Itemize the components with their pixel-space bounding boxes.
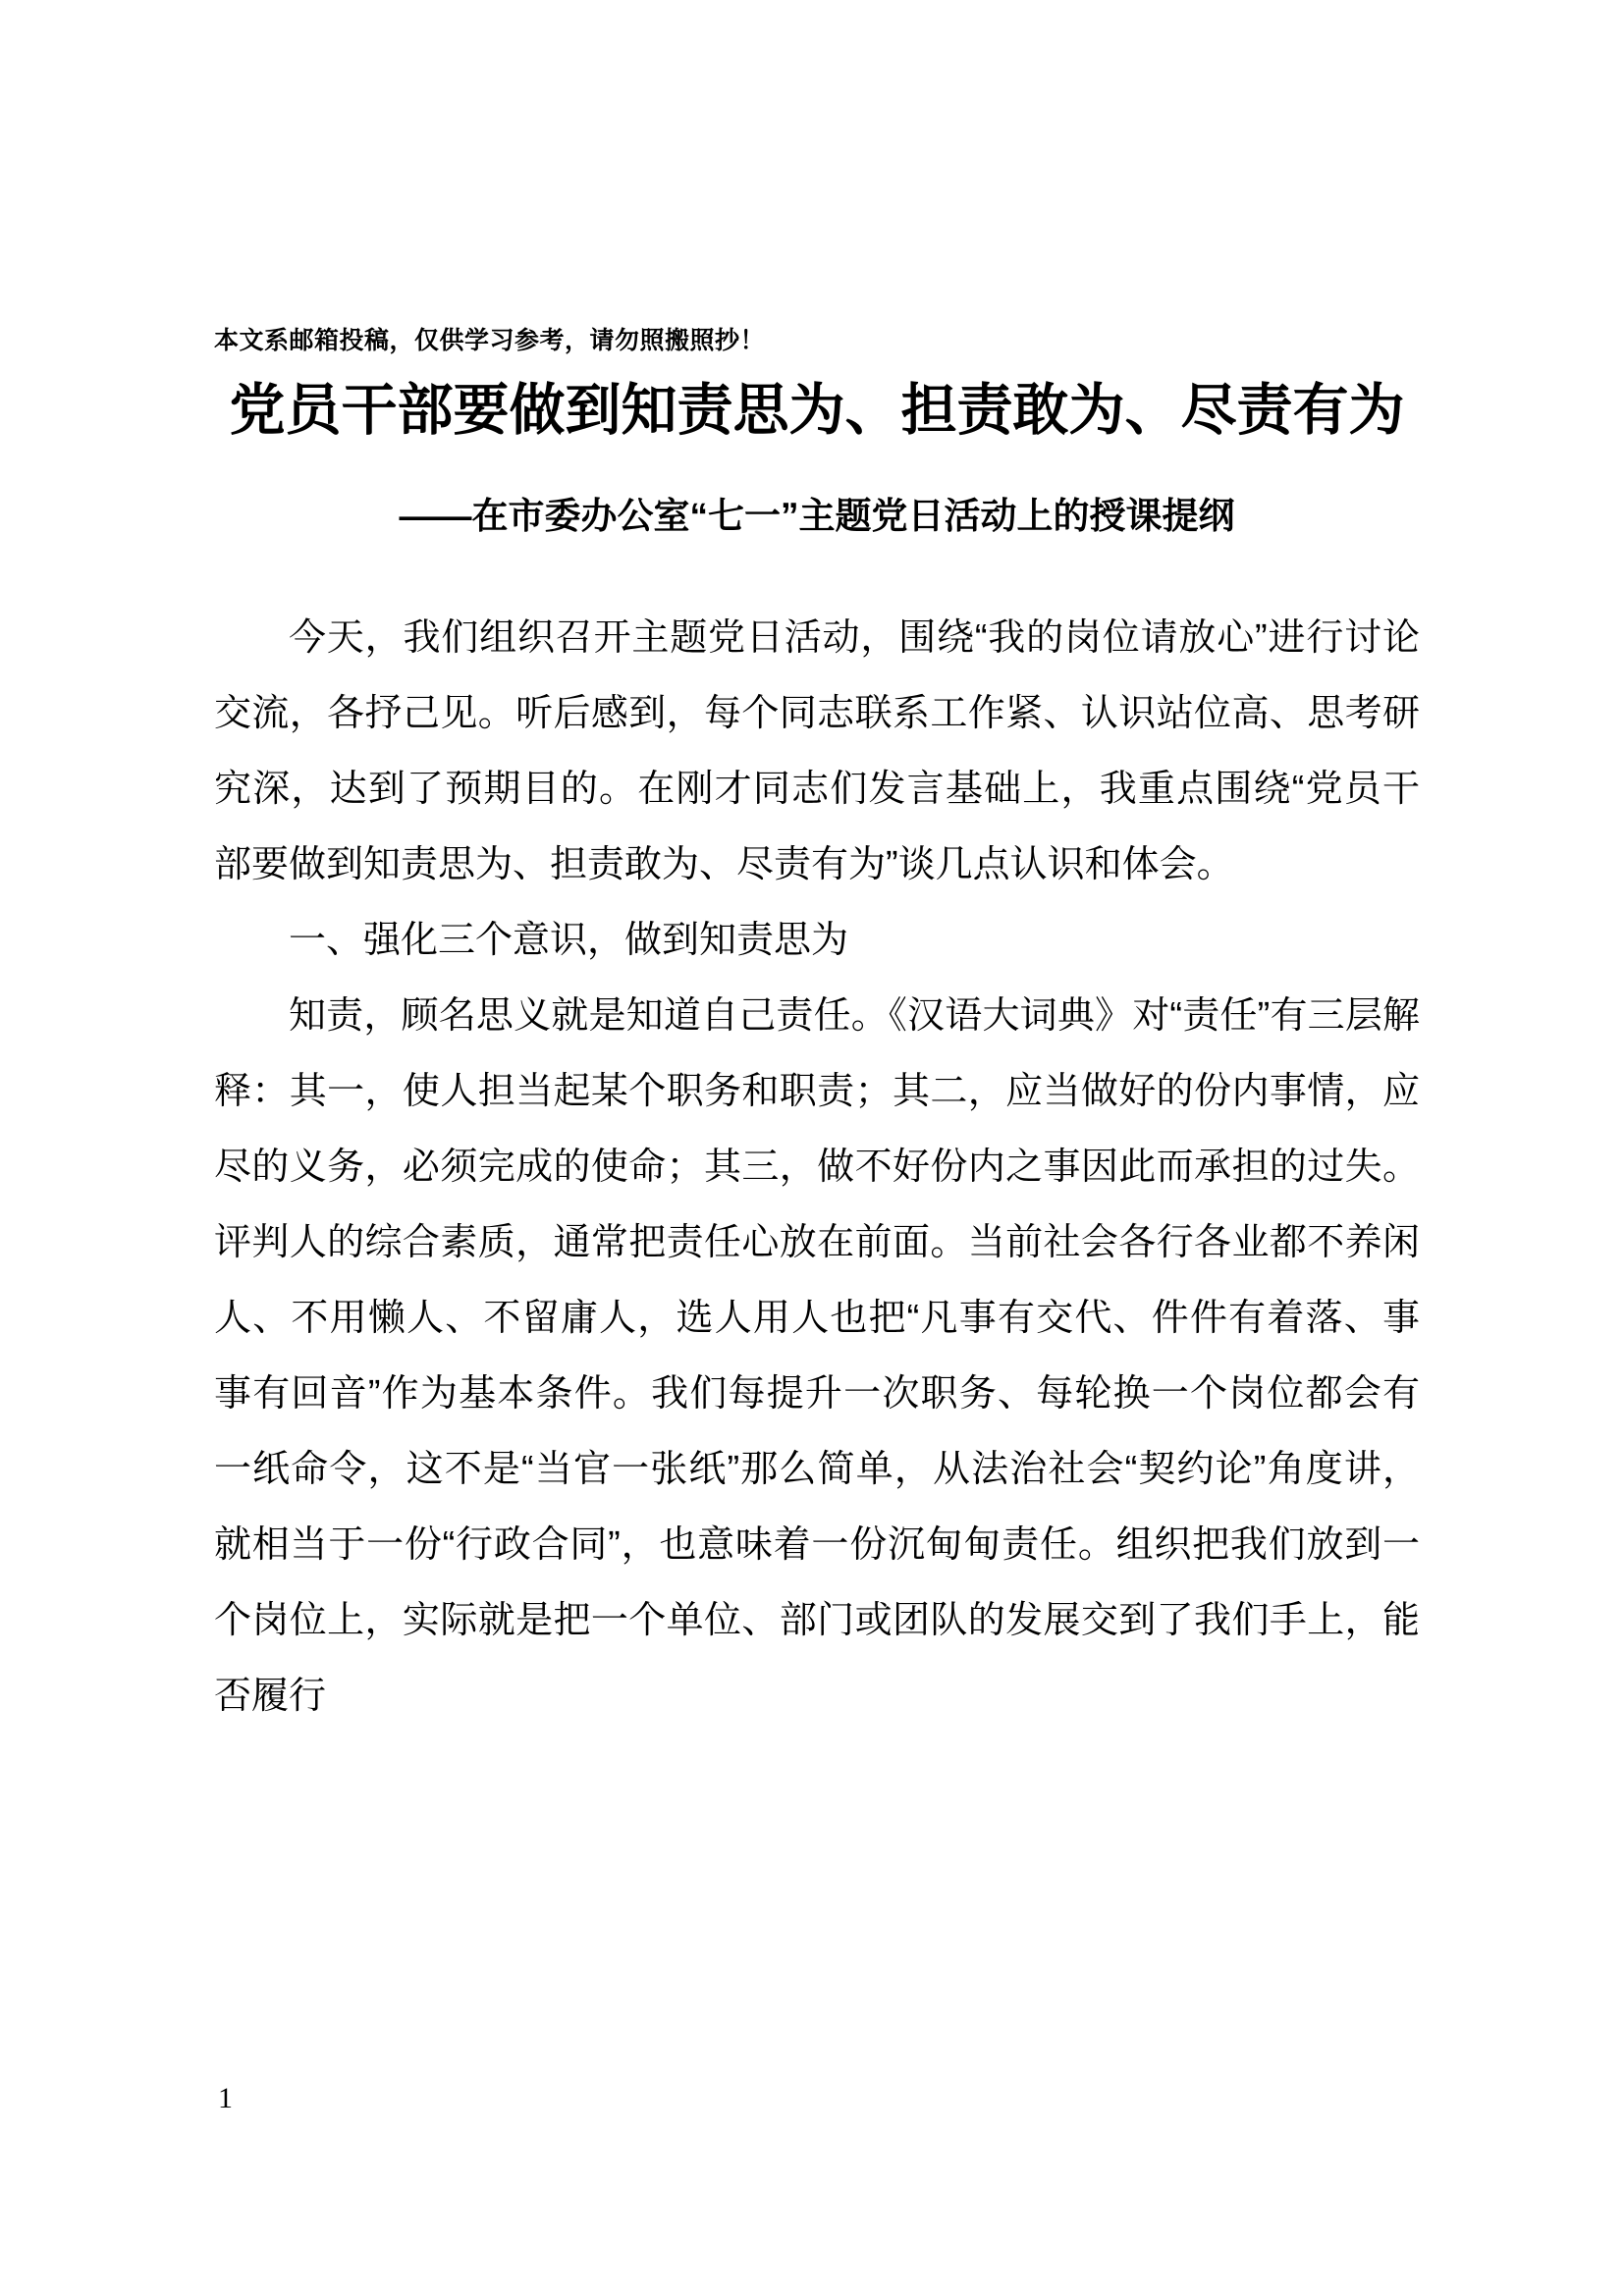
- page-subtitle: ——在市委办公室“七一”主题党日活动上的授课提纲: [399, 496, 1235, 537]
- document-content-column: [214, 0, 1420, 1735]
- submission-notice: 本文系邮箱投稿，仅供学习参考，请勿照搬照抄！: [214, 327, 766, 354]
- section-heading-one: 一、强化三个意识，做到知责思为: [289, 920, 849, 962]
- paragraph-section-one-body: 知责，顾名思义就是知道自己责任。《汉语大词典》对“责任”有三层解释：其一，使人担当起某个职务和职责；其二，应当做好的份内事情，应尽的义务，必须完成的使命；其三，做不好份内之事因此而承担的过失。评判人的综合素质，通常把责任心放在前面。当前社会各行各业都不养闲人、不用懒人、不留庸人，选人用人也把“凡事有交代、件件有着落、事事有回音”作为基本条件。我们每提升一次职务、每轮换一个岗位都会有一纸命令，这不是“当官一张纸”那么简单，从法治社会“契约论”角度讲，就相当于一份“行政合同”，也意味着一份沉甸甸责任。组织把我们放到一个岗位上，实际就是把一个单位、部门或团队的发展交到了我们手上，能否履行: [214, 995, 1420, 1718]
- page-title: 党员干部要做到知责思为、担责敢为、尽责有为: [229, 379, 1405, 442]
- page-number: 1: [218, 2082, 233, 2114]
- paragraph-intro: 今天，我们组织召开主题党日活动，围绕“我的岗位请放心”进行讨论交流，各抒己见。听后感到，每个同志联系工作紧、认识站位高、思考研究深，达到了预期目的。在刚才同志们发言基础上，我重点围绕“党员干部要做到知责思为、担责敢为、尽责有为”谈几点认识和体会。: [214, 617, 1420, 886]
- document-body: [214, 601, 1420, 1735]
